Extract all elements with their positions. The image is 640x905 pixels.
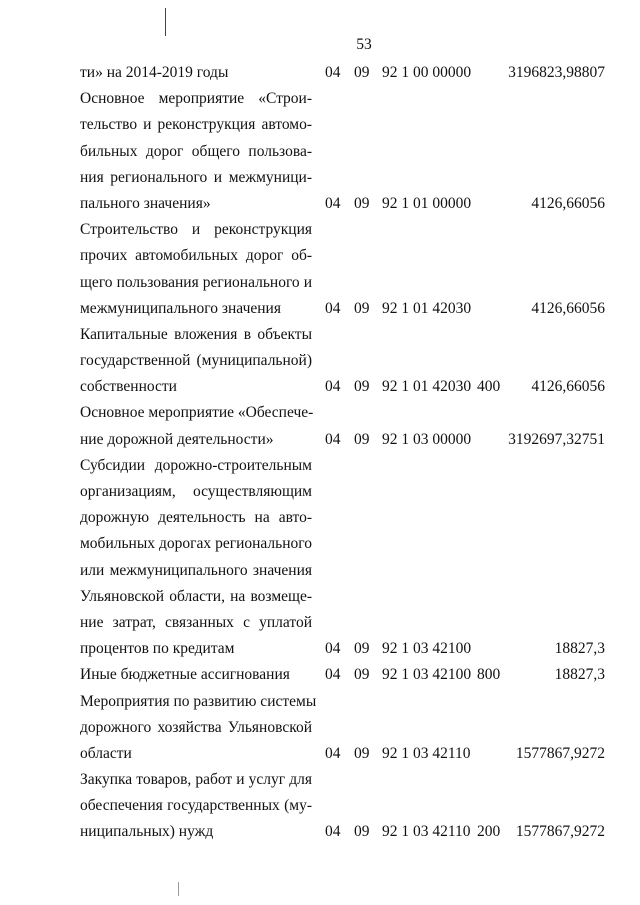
- row-name-line: пального значения»: [80, 194, 211, 212]
- row-name-line: ния регионального и межмуници-: [80, 168, 312, 186]
- row-name-line: тельство и реконструкция автомо-: [80, 116, 312, 134]
- row-name-line: бильных дорог общего пользова-: [80, 142, 312, 160]
- target-article-code: 92 1 03 00000: [382, 430, 472, 448]
- row-name-line: Закупка товаров, работ и услуг для: [80, 771, 312, 789]
- row-name-line: межмуниципального значения: [80, 299, 281, 317]
- section-code: 04: [325, 299, 341, 317]
- subsection-code: 09: [354, 299, 370, 317]
- table-row: [0, 86, 640, 217]
- row-codes: [0, 374, 640, 400]
- row-name-line: ние затрат, связанных с уплатой: [80, 613, 312, 631]
- table-row: [0, 322, 640, 401]
- amount: 4126,66056: [531, 378, 605, 396]
- amount: 3192697,32751: [508, 430, 605, 448]
- subsection-code: 09: [354, 744, 370, 762]
- row-name-line: государственной (муниципальной): [80, 352, 312, 370]
- amount: 18827,3: [554, 666, 605, 684]
- row-codes: [0, 662, 640, 688]
- row-name-line: дорожного хозяйства Ульяновской: [80, 718, 312, 736]
- target-article-code: 92 1 03 42110: [382, 744, 471, 762]
- row-name-line: Иные бюджетные ассигнования: [80, 666, 290, 684]
- section-code: 04: [325, 378, 341, 396]
- row-name-line: Мероприятия по развитию системы: [80, 692, 317, 710]
- target-article-code: 92 1 01 42030: [382, 299, 472, 317]
- section-code: 04: [325, 640, 341, 658]
- row-name-line: области: [80, 744, 132, 762]
- subsection-code: 09: [354, 430, 370, 448]
- section-code: 04: [325, 744, 341, 762]
- row-name-line: собственности: [80, 378, 177, 396]
- row-name-line: Ульяновской области, на возмеще-: [80, 587, 312, 605]
- row-name-line: мобильных дорогах регионального: [80, 535, 312, 553]
- row-codes: [0, 296, 640, 322]
- target-article-code: 92 1 00 00000: [382, 64, 472, 81]
- subsection-code: 09: [354, 64, 370, 81]
- row-name-line: дорожную деятельность на авто-: [80, 509, 312, 527]
- subsection-code: 09: [354, 666, 370, 684]
- target-article-code: 92 1 03 42100: [382, 640, 472, 658]
- subsection-code: 09: [354, 823, 370, 841]
- table-row: [0, 60, 640, 86]
- section-code: 04: [325, 194, 341, 212]
- subsection-code: 09: [354, 378, 370, 396]
- expense-type-code: 200: [477, 823, 501, 841]
- scan-mark-top: [165, 8, 166, 36]
- row-name-line: процентов по кредитам: [80, 640, 235, 658]
- row-name-line: обеспечения государственных (му-: [80, 797, 312, 815]
- subsection-code: 09: [354, 640, 370, 658]
- amount: 3196823,98807: [508, 64, 605, 81]
- row-codes: [0, 191, 640, 217]
- row-name-line: Капитальные вложения в объекты: [80, 325, 312, 343]
- table-row: [0, 689, 640, 768]
- row-name-line: Основное мероприятие «Обеспече-: [80, 404, 314, 422]
- table-row: [0, 217, 640, 322]
- section-code: 04: [325, 430, 341, 448]
- row-name-line: организациям, осуществляющим: [80, 483, 312, 500]
- amount: 1577867,9272: [515, 744, 605, 762]
- row-codes: [0, 636, 640, 662]
- target-article-code: 92 1 01 00000: [382, 194, 472, 212]
- amount: 4126,66056: [531, 299, 605, 317]
- amount: 18827,3: [554, 640, 605, 658]
- page-number: 53: [356, 36, 372, 53]
- target-article-code: 92 1 01 42030: [382, 378, 472, 396]
- amount: 1577867,9272: [515, 823, 605, 841]
- expense-type-code: 800: [477, 666, 501, 684]
- row-name-line: ниципальных) нужд: [80, 823, 214, 841]
- target-article-code: 92 1 03 42110: [382, 823, 471, 841]
- target-article-code: 92 1 03 42100: [382, 666, 472, 684]
- row-codes: [0, 819, 640, 845]
- row-name-line: ние дорожной деятельности»: [80, 430, 274, 448]
- table-row: [0, 767, 640, 846]
- expense-type-code: 400: [477, 378, 501, 396]
- row-name: [80, 453, 312, 663]
- section-code: 04: [325, 823, 341, 841]
- table-row: [0, 662, 640, 688]
- row-name-line: щего пользования регионального и: [80, 273, 312, 291]
- row-codes: [0, 741, 640, 767]
- row-name-line: ти» на 2014-2019 годы: [80, 64, 229, 81]
- row-name-line: Основное мероприятие «Строи-: [80, 90, 312, 108]
- row-name-line: или межмуниципального значения: [80, 561, 312, 579]
- row-name-line: прочих автомобильных дорог об-: [80, 247, 312, 265]
- amount: 4126,66056: [531, 194, 605, 212]
- section-code: 04: [325, 666, 341, 684]
- section-code: 04: [325, 64, 341, 81]
- budget-table: [0, 60, 640, 846]
- table-row: [0, 400, 640, 452]
- row-name-line: Субсидии дорожно-строительным: [80, 456, 312, 474]
- row-codes: [0, 427, 640, 453]
- row-name-line: Строительство и реконструкция: [80, 221, 312, 239]
- scan-mark-bottom: [178, 882, 179, 896]
- table-row: [0, 453, 640, 663]
- subsection-code: 09: [354, 194, 370, 212]
- row-codes: [0, 60, 640, 86]
